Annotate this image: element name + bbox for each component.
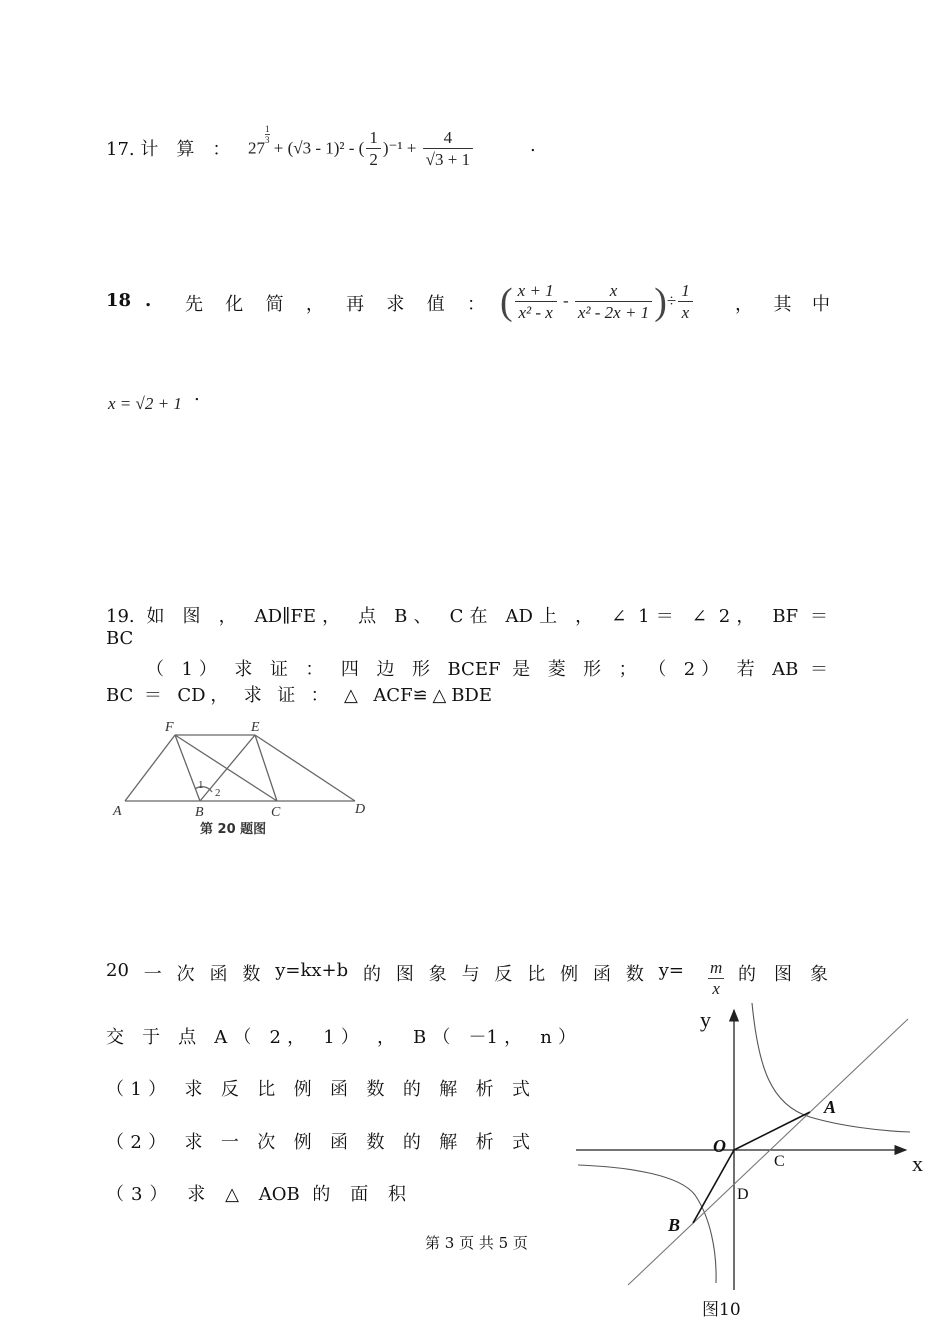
label-c: C <box>774 1153 785 1170</box>
q18-prompt: 先 化 简 ， 再 求 值 ： <box>185 294 485 315</box>
q20-line2: 交 于 点 A（ 2， 1） ， B（ －1， n） <box>106 1027 576 1048</box>
q19-line1: 19. 如 图 ， AD∥FE， 点 B、 C在 AD上 ， ∠ 1＝ ∠ 2， BF ＝ <box>106 606 828 627</box>
label-f: F <box>165 720 174 735</box>
segment-ec <box>255 735 277 801</box>
q18-fraction-3: $\frac{1}{x}$ <box>678 281 693 324</box>
label-c: C <box>271 805 281 820</box>
q18-expression: ( $\frac{x + 1}{\text{x² - x}}$ - $\frac{x}{\text{x² - 2x + 1}}$ )÷ $\frac{1}{x}$ <box>500 280 695 324</box>
segment-af <box>125 735 175 801</box>
label-b: B <box>195 805 204 820</box>
q18-tail: ， 其 中 <box>735 294 830 315</box>
q17-end: . <box>530 135 536 156</box>
q20-part1: （1） 求 反 比 例 函 数 的 解 析 式 <box>106 1079 530 1100</box>
label-a: A <box>113 804 122 819</box>
hyperbola-branch-left <box>578 1165 716 1283</box>
q19-line4: BC ＝ CD， 求 证 ： △ ACF≌△BDE <box>106 685 492 706</box>
label-o: O <box>713 1136 726 1156</box>
q19-line2: BC <box>106 628 134 649</box>
label-a: A <box>824 1097 837 1117</box>
segment-eb <box>200 735 255 801</box>
segment-fc <box>175 735 277 801</box>
q18-given-end: . <box>194 384 200 405</box>
label-angle-1: 1 <box>198 779 204 791</box>
q18-given: x = √2 + 1 <box>108 394 182 413</box>
linear-function-line <box>628 1019 908 1285</box>
q20-graph-caption: 图10 <box>702 1300 741 1320</box>
q18-minus: - <box>562 290 569 310</box>
q18-label: 18 <box>106 290 132 311</box>
page-footer: 第 3 页 共 5 页 <box>425 1234 528 1252</box>
label-b: B <box>668 1215 681 1235</box>
q20-part2: （2） 求 一 次 例 函 数 的 解 析 式 <box>106 1132 530 1153</box>
q20-line1: 20 一 次 函 数 y=kx+b 的 图 象 与 反 比 例 函 数 y= <box>106 960 684 985</box>
label-angle-2: 2 <box>215 787 221 799</box>
label-y: y <box>700 1007 711 1032</box>
q20-part3: （3） 求 △ AOB 的 面 积 <box>106 1184 406 1205</box>
q17-term2: + (√3 - 1)² <box>273 138 345 158</box>
q20-graph <box>570 995 940 1295</box>
label-d: D <box>737 1186 749 1203</box>
q17-base: 27 <box>248 138 265 158</box>
q17-main-fraction: $\frac{4}{√3 + 1}$ <box>423 128 473 171</box>
segment-fb <box>175 735 200 801</box>
label-x: x <box>912 1151 923 1176</box>
q19-line3: （ 1） 求 证 ： 四 边 形 BCEF 是 菱 形 ； （ 2） 若 AB ＝ <box>146 659 828 680</box>
label-d: D <box>355 802 366 817</box>
q17-expression <box>248 124 475 171</box>
label-e: E <box>251 720 260 735</box>
q17-label: 17. 计 算 ： <box>106 139 231 160</box>
q17-exponent: $\frac{1}{3}$ <box>265 124 270 145</box>
segment-ed <box>255 735 355 801</box>
q20-line1-tail: 的 图 象 <box>738 964 828 985</box>
segment-oa <box>734 1112 810 1150</box>
q18-divide: ÷ <box>666 290 677 310</box>
q18-fraction-1: $\frac{x + 1}{\text{x² - x}}$ <box>515 281 557 324</box>
q17-half-fraction: $\frac{1}{2}$ <box>366 128 381 171</box>
q17-term3-post: )⁻¹ + <box>382 138 417 158</box>
segment-ob <box>693 1150 734 1223</box>
q18-dot: . <box>145 290 152 311</box>
q19-figure-caption: 第 20 题图 <box>200 822 267 837</box>
q18-fraction-2: $\frac{x}{\text{x² - 2x + 1}}$ <box>575 281 652 324</box>
q20-m-over-x: m x <box>710 958 723 998</box>
q17-term3-pre: - ( <box>348 138 365 158</box>
